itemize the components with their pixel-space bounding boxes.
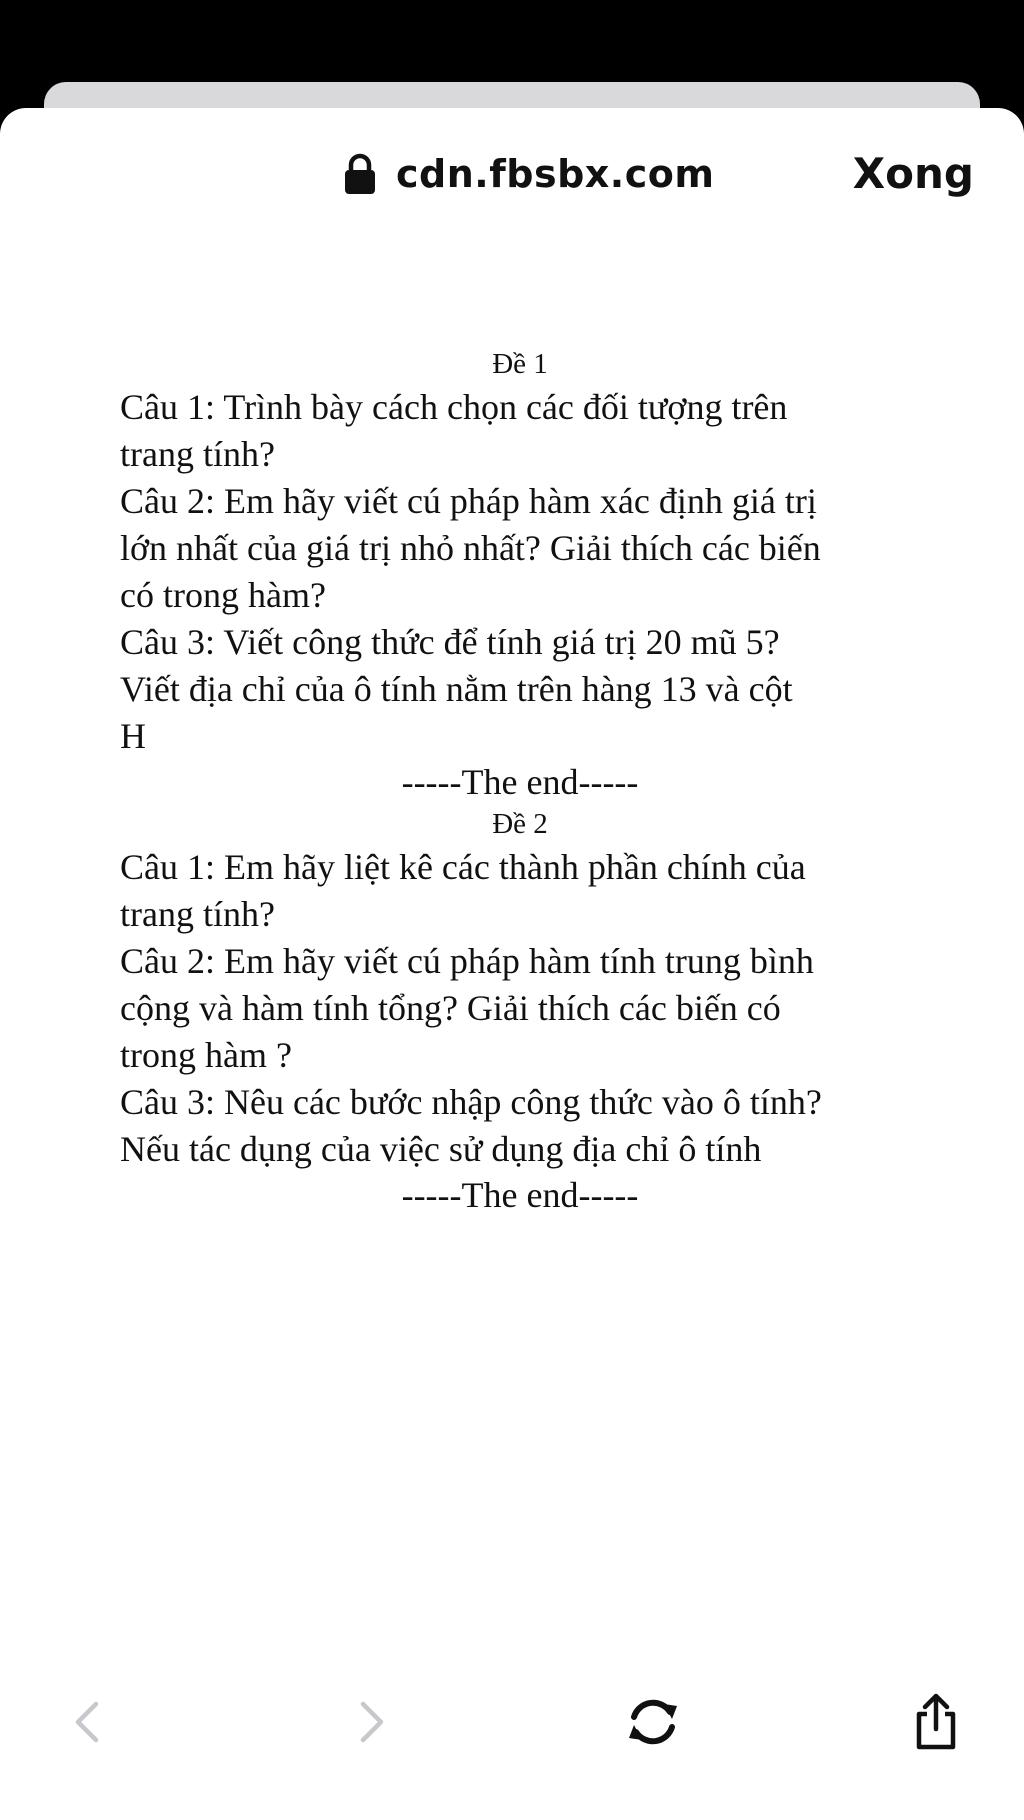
address-bar[interactable] xyxy=(344,146,714,202)
document-line: trang tính? xyxy=(120,894,275,934)
document-line: Câu 2: Em hãy viết cú pháp hàm xác định giá trị xyxy=(120,481,817,521)
document-line: Viết địa chỉ của ô tính nằm trên hàng 13 và cột xyxy=(120,669,793,709)
document-line: Câu 2: Em hãy viết cú pháp hàm tính trung bình xyxy=(120,941,814,981)
exam-2-section xyxy=(120,804,920,1217)
share-icon xyxy=(911,1692,961,1752)
nav-bar xyxy=(0,108,1024,228)
document-line: trong hàm ? xyxy=(120,1035,292,1075)
document-line: cộng và hàm tính tổng? Giải thích các biến có xyxy=(120,988,781,1028)
forward-button[interactable] xyxy=(340,1690,404,1754)
document-line: Câu 3: Nêu các bước nhập công thức vào ô tính? xyxy=(120,1082,822,1122)
bottom-toolbar xyxy=(0,1660,1024,1820)
document-line: Câu 1: Trình bày cách chọn các đối tượng trên xyxy=(120,387,788,427)
exam-2-end-marker: -----The end----- xyxy=(401,1175,639,1215)
document-content xyxy=(120,344,920,1217)
exam-1-end-marker: -----The end----- xyxy=(401,762,639,802)
reload-button[interactable] xyxy=(621,1690,685,1754)
back-button[interactable] xyxy=(55,1690,119,1754)
done-button[interactable]: Xong xyxy=(853,146,974,202)
document-line: lớn nhất của giá trị nhỏ nhất? Giải thích các biến xyxy=(120,528,821,568)
forward-icon xyxy=(355,1698,389,1746)
document-line: H xyxy=(120,716,146,756)
browser-sheet xyxy=(0,108,1024,1820)
document-line: Nếu tác dụng của việc sử dụng địa chỉ ô tính xyxy=(120,1129,762,1169)
share-button[interactable] xyxy=(904,1690,968,1754)
document-line: có trong hàm? xyxy=(120,575,326,615)
exam-1-heading: Đề 1 xyxy=(492,348,548,380)
exam-1-section xyxy=(120,344,920,804)
document-line: trang tính? xyxy=(120,434,275,474)
document-line: Câu 1: Em hãy liệt kê các thành phần chính của xyxy=(120,847,806,887)
document-line: Câu 3: Viết công thức để tính giá trị 20 mũ 5? xyxy=(120,622,780,662)
back-icon xyxy=(70,1698,104,1746)
reload-icon xyxy=(624,1695,682,1749)
lock-icon xyxy=(344,153,376,195)
url-text: cdn.fbsbx.com xyxy=(396,152,715,196)
exam-2-heading: Đề 2 xyxy=(492,808,548,840)
